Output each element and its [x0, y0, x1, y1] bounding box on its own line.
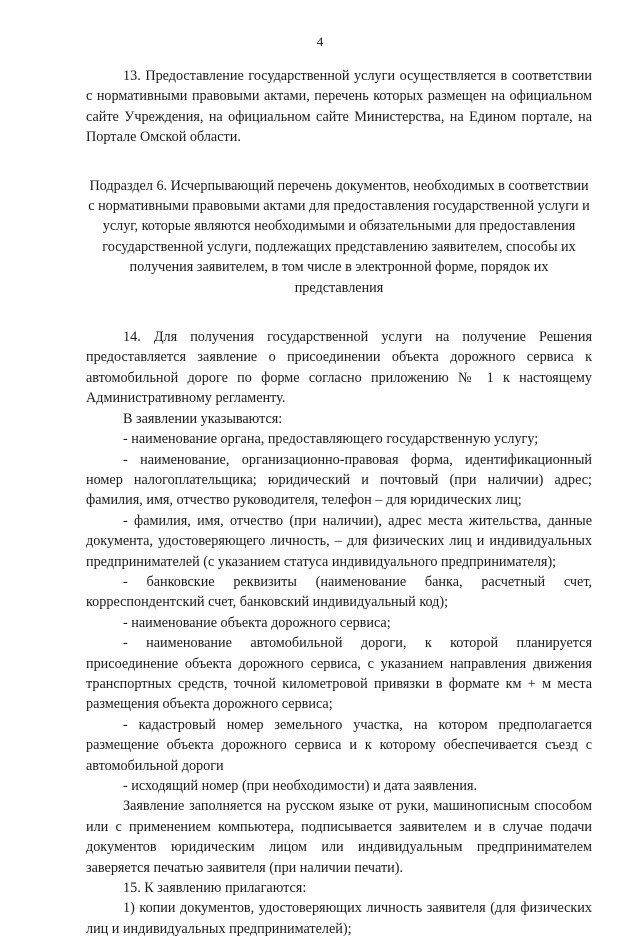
spacer [86, 148, 592, 176]
list-item-cadastral-number: - кадастровый номер земельного участка, на котором предполагается размещение объекта дорожного сервиса и к которому обеспечивается съезд с автомобильной дороги [86, 716, 592, 774]
subsection-6-heading: Подраздел 6. Исчерпывающий перечень документов, необходимых в соответствии с нормативными правовыми актами для предоставления государственной услуги и услуг, которые являются необходимыми и обязательными для предоставления государственной услуги, подлежащих представлению заявителем, способы их получения заявителем, в том числе в электронной форме, порядок их представления [88, 177, 590, 296]
paragraph-fill-rules: Заявление заполняется на русском языке от руки, машинописным способом или с применением компьютера, подписывается заявителем и в случае подачи документов юридическим лицом или индивидуальным предпринимателем заверяется печатью заявителя (при наличии печати). [86, 798, 592, 876]
paragraph-15: 15. К заявлению прилагаются: [123, 880, 307, 897]
list-item-authority-name: - наименование органа, предоставляющего государственную услугу; [123, 431, 539, 448]
list-item-outgoing-number: - исходящий номер (при необходимости) и дата заявления. [123, 778, 478, 794]
spacer [86, 298, 592, 327]
list-item-legal-entity-details: - наименование, организационно-правовая форма, идентификационный номер налогоплательщика; юридический и почтовый (при наличии) адрес; фамилия, имя, отчество руководителя, телефон – для юридических лиц; [86, 451, 592, 509]
page-number: 4 [316, 34, 324, 49]
list-item-road-name: - наименование автомобильной дороги, к которой планируется присоединение объекта дорожного сервиса, с указанием направления движения транспортных средств, точной километровой привязки в формате км + м места размещения объекта дорожного сервиса; [86, 635, 592, 713]
list-item-service-object-name: - наименование объекта дорожного сервиса; [123, 614, 391, 631]
paragraph-14: 14. Для получения государственной услуги на получение Решения предоставляется заявление о присоединении объекта дорожного сервиса к автомобильной дороге по форме согласно приложению № 1 к настоящему Административному регламенту. [86, 329, 592, 407]
paragraph-13: 13. Предоставление государственной услуги осуществляется в соответствии с нормативными правовыми актами, перечень которых размещен на официальном сайте Учреждения, на официальном сайте Министерства, на Едином портале, на Портале Омской области. [86, 68, 592, 146]
application-contents-intro: В заявлении указываются: [123, 410, 283, 427]
paragraph-15-item-1: 1) копии документов, удостоверяющих личность заявителя (для физических лиц и индивидуальных предпринимателей); [86, 900, 592, 937]
document-body [86, 66, 592, 939]
list-item-bank-details: - банковские реквизиты (наименование банка, расчетный счет, корреспондентский счет, банковский индивидуальный код); [86, 573, 592, 611]
list-item-individual-details: - фамилия, имя, отчество (при наличии), адрес места жительства, данные документа, удостоверяющего личность, – для физических лиц и индивидуальных предпринимателей (с указанием статуса индивидуального предпринимателя); [86, 512, 592, 570]
